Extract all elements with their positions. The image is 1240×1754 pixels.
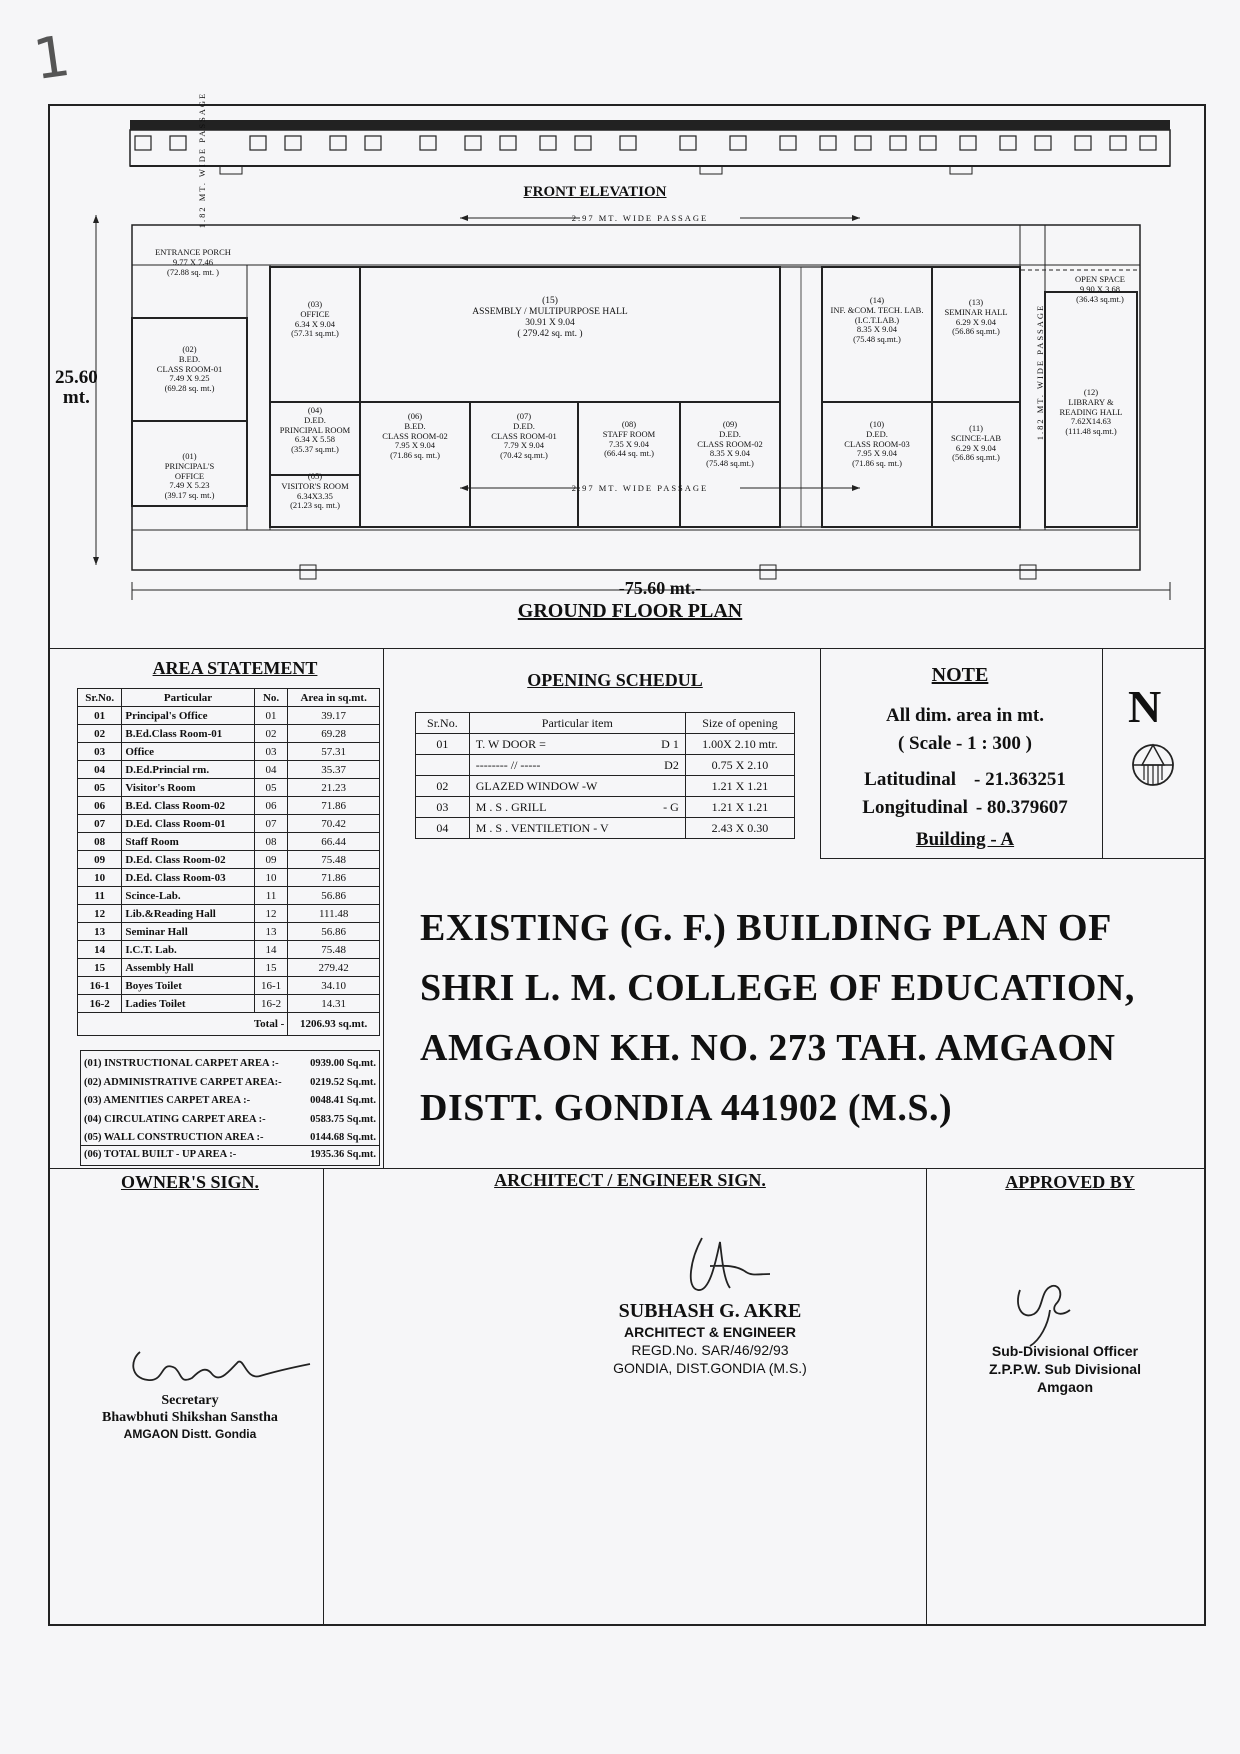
elevation-window xyxy=(680,136,696,150)
elevation-window xyxy=(820,136,836,150)
opening-row: 01 T. W DOOR = D 1 1.00X 2.10 mtr. xyxy=(416,734,795,755)
architect-sign-heading: ARCHITECT / ENGINEER SIGN. xyxy=(494,1170,766,1190)
open-space-label: OPEN SPACE 9.90 X 3.68 (36.43 sq.mt.) xyxy=(1075,274,1125,304)
elevation-window xyxy=(920,136,936,150)
owner-divider xyxy=(323,1168,324,1624)
front-elevation-drawing xyxy=(120,112,1180,180)
area-row: 13 Seminar Hall 13 56.86 xyxy=(78,923,380,941)
opening-row: -------- // ----- D2 0.75 X 2.10 xyxy=(416,755,795,776)
note-body: All dim. area in mt. ( Scale - 1 : 300 ) Latitudinal - 21.363251 Longitudinal - 80.379607 Building - A xyxy=(862,705,1068,850)
area-row: 08 Staff Room 08 66.44 xyxy=(78,833,380,851)
opening-row: 04 M . S . VENTILETION - V 2.43 X 0.30 xyxy=(416,818,795,839)
elevation-window xyxy=(1000,136,1016,150)
room-01-label: (01) PRINCIPAL'S OFFICE 7.49 X 5.23 (39.17 sq. mt.) xyxy=(164,451,215,501)
area-row: 03 Office 03 57.31 xyxy=(78,743,380,761)
elevation-window xyxy=(575,136,591,150)
elevation-window xyxy=(890,136,906,150)
room-06-label: (06) B.ED. CLASS ROOM-02 7.95 X 9.04 (71.86 sq. mt.) xyxy=(382,411,448,461)
area-row: 05 Visitor's Room 05 21.23 xyxy=(78,779,380,797)
room-02-label: (02) B.ED. CLASS ROOM-01 7.49 X 9.25 (69.28 sq. mt.) xyxy=(156,344,223,394)
elevation-window xyxy=(1035,136,1051,150)
room-11-label: (11) SCINCE-LAB 6.29 X 9.04 (56.86 sq.mt.) xyxy=(950,423,1002,463)
elevation-window xyxy=(135,136,151,150)
room-05-label: (05) VISITOR'S ROOM 6.34X3.35 (21.23 sq. mt.) xyxy=(281,471,349,511)
room-13-label: (13) SEMINAR HALL 6.29 X 9.04 (56.86 sq.mt.) xyxy=(944,297,1008,337)
mid-passage-label: 1.82 MT. WIDE PASSAGE xyxy=(1035,303,1045,441)
room-14-label: (14) INF. &COM. TECH. LAB. (I.C.T.LAB.) 8.35 X 9.04 (75.48 sq.mt.) xyxy=(830,295,924,345)
carpet-area-row: (02) ADMINISTRATIVE CARPET AREA:- 0219.52 Sq.mt. xyxy=(84,1076,376,1088)
opening-schedule-table: Sr.No. Particular item Size of opening 01 T. W DOOR = D 1 1.00X 2.10 mtr. -------- // ----- D2 0.75 X 2.10 02 GLAZED WINDOW -W 1.21 X 1.21 03 M . S . GRILL - G 1.21 X 1.21 04 M . S . VENTILETION - V 2.43 X 0.30 xyxy=(415,712,795,839)
carpet-area-summary xyxy=(80,1050,380,1148)
elevation-window xyxy=(1075,136,1091,150)
room-09-label: (09) D.ED. CLASS ROOM-02 8.35 X 9.04 (75.48 sq.mt.) xyxy=(697,419,763,469)
elevation-window xyxy=(960,136,976,150)
architect-sign-details: SUBHASH G. AKRE ARCHITECT & ENGINEER REGD.No. SAR/46/92/93 GONDIA, DIST.GONDIA (M.S.) xyxy=(613,1300,807,1376)
top-passage-label: 2.97 MT. WIDE PASSAGE xyxy=(571,213,709,223)
elevation-window xyxy=(500,136,516,150)
elevation-window xyxy=(420,136,436,150)
area-row: 02 B.Ed.Class Room-01 02 69.28 xyxy=(78,725,380,743)
approved-by-heading: APPROVED BY xyxy=(1005,1172,1135,1192)
elevation-window xyxy=(540,136,556,150)
area-row: 07 D.Ed. Class Room-01 07 70.42 xyxy=(78,815,380,833)
elevation-window xyxy=(170,136,186,150)
carpet-area-row: (01) INSTRUCTIONAL CARPET AREA :- 0939.00 Sq.mt. xyxy=(84,1058,376,1069)
elevation-window xyxy=(1110,136,1126,150)
room-07-label: (07) D.ED. CLASS ROOM-01 7.79 X 9.04 (70.42 sq.mt.) xyxy=(491,411,557,461)
owner-sign-heading: OWNER'S SIGN. xyxy=(120,1172,260,1192)
elevation-window xyxy=(855,136,871,150)
room-08-label: (08) STAFF ROOM 7.35 X 9.04 (66.44 sq. mt.) xyxy=(602,419,656,459)
note-right-divider xyxy=(1102,648,1103,858)
area-row: 12 Lib.&Reading Hall 12 111.48 xyxy=(78,905,380,923)
approved-divider xyxy=(926,1168,927,1624)
bottom-passage-label: 2.97 MT. WIDE PASSAGE xyxy=(571,483,709,493)
carpet-area-row: (04) CIRCULATING CARPET AREA :- 0583.75 Sq.mt. xyxy=(84,1113,376,1125)
note-title: NOTE xyxy=(931,664,989,686)
area-row: 16-2 Ladies Toilet 16-2 14.31 xyxy=(78,995,380,1013)
entrance-porch-label: ENTRANCE PORCH 9.77 X 7.46 (72.88 sq. mt. ) xyxy=(155,247,231,277)
note-bottom-divider xyxy=(820,858,1206,859)
room-04-label: (04) D.ED. PRINCIPAL ROOM 6.34 X 5.58 (35.37 sq.mt.) xyxy=(279,405,351,455)
area-row: 10 D.Ed. Class Room-03 10 71.86 xyxy=(78,869,380,887)
elevation-window xyxy=(1140,136,1156,150)
owner-sign-details: Secretary Bhawbhuti Shikshan Sanstha AMGAON Distt. Gondia xyxy=(102,1393,278,1441)
elevation-window xyxy=(285,136,301,150)
carpet-area-row: (03) AMENITIES CARPET AREA :- 0048.41 Sq.mt. xyxy=(84,1095,376,1106)
elevation-window xyxy=(465,136,481,150)
area-row: 11 Scince-Lab. 11 56.86 xyxy=(78,887,380,905)
architect-signature-mark xyxy=(680,1230,780,1300)
area-row: 06 B.Ed. Class Room-02 06 71.86 xyxy=(78,797,380,815)
elevation-window xyxy=(620,136,636,150)
room-03-label: (03) OFFICE 6.34 X 9.04 (57.31 sq.mt.) xyxy=(291,299,339,339)
owner-signature-mark xyxy=(120,1340,320,1400)
note-left-divider xyxy=(820,648,821,858)
opening-row: 03 M . S . GRILL - G 1.21 X 1.21 xyxy=(416,797,795,818)
north-arrow-icon xyxy=(1128,740,1178,790)
area-statement-table: Sr.No. Particular No. Area in sq.mt. 01 Principal's Office 01 39.17 02 B.Ed.Class Room-01 02 69.28 03 Office 03 57.31 04 D.Ed.Princial rm. 04 35.37 05 Visitor's Room 05 21.23 06 B.Ed. Class Room-02 06 71.86 07 D.Ed. Class Room-01 07 70.42 08 Staff Room 08 66.44 09 D.Ed. Class Room-02 09 75.48 10 D.Ed. Class Room-03 10 71.86 11 Scince-Lab. 11 56.86 12 Lib.&Reading Hall 12 111.48 13 Seminar Hall 13 56.86 14 I.C.T. Lab. 14 75.48 15 Assembly Hall 15 279.42 16-1 Boyes Toilet 16-1 34.10 16-2 Ladies Toilet 16-2 14.31 Total - 1206.93 sq.mt. xyxy=(77,688,380,1036)
signature-top-divider xyxy=(48,1168,1206,1169)
carpet-area-row: (05) WALL CONSTRUCTION AREA :- 0144.68 Sq.mt. xyxy=(84,1132,376,1143)
height-dimension: 25.60 mt. xyxy=(55,367,98,408)
ground-floor-plan-title: GROUND FLOOR PLAN xyxy=(517,600,743,622)
area-row: 15 Assembly Hall 15 279.42 xyxy=(78,959,380,977)
builtup-area-row: (06) TOTAL BUILT - UP AREA :- 1935.36 Sq.mt. xyxy=(80,1145,380,1166)
area-row: 16-1 Boyes Toilet 16-1 34.10 xyxy=(78,977,380,995)
elevation-window xyxy=(250,136,266,150)
area-statement-title: AREA STATEMENT xyxy=(152,658,318,678)
area-statement-divider xyxy=(383,648,384,1168)
corner-mark: 1 xyxy=(29,23,74,94)
room-15-label: (15) ASSEMBLY / MULTIPURPOSE HALL 30.91 X 9.04 ( 279.42 sq. mt. ) xyxy=(472,296,628,339)
approver-details: Sub-Divisional Officer Z.P.P.W. Sub Divisional Amgaon xyxy=(989,1343,1141,1395)
elevation-window xyxy=(330,136,346,150)
area-row: 04 D.Ed.Princial rm. 04 35.37 xyxy=(78,761,380,779)
room-10-label: (10) D.ED. CLASS ROOM-03 7.95 X 9.04 (71.86 sq. mt.) xyxy=(844,419,910,469)
area-row: 01 Principal's Office 01 39.17 xyxy=(78,707,380,725)
elevation-window xyxy=(365,136,381,150)
north-letter: N xyxy=(1128,681,1162,732)
opening-schedule-title: OPENING SCHEDUL xyxy=(527,670,703,690)
elevation-window xyxy=(730,136,746,150)
area-row: 14 I.C.T. Lab. 14 75.48 xyxy=(78,941,380,959)
main-title: EXISTING (G. F.) BUILDING PLAN OF SHRI L. M. COLLEGE OF EDUCATION, AMGAON KH. NO. 273 TAH. AMGAON DISTT. GONDIA 441902 (M.S.) xyxy=(420,907,1135,1129)
room-12-label: (12) LIBRARY & READING HALL 7.62X14.63 (111.48 sq.mt.) xyxy=(1059,387,1123,437)
width-dimension: -75.60 mt.- xyxy=(618,578,702,598)
approver-signature-mark xyxy=(1000,1270,1110,1350)
area-row: 09 D.Ed. Class Room-02 09 75.48 xyxy=(78,851,380,869)
left-passage-label: 1.82 MT. WIDE PASSAGE xyxy=(197,91,207,229)
elevation-window xyxy=(780,136,796,150)
opening-row: 02 GLAZED WINDOW -W 1.21 X 1.21 xyxy=(416,776,795,797)
front-elevation-title: FRONT ELEVATION xyxy=(523,184,667,200)
plan-bottom-divider xyxy=(48,648,1206,649)
